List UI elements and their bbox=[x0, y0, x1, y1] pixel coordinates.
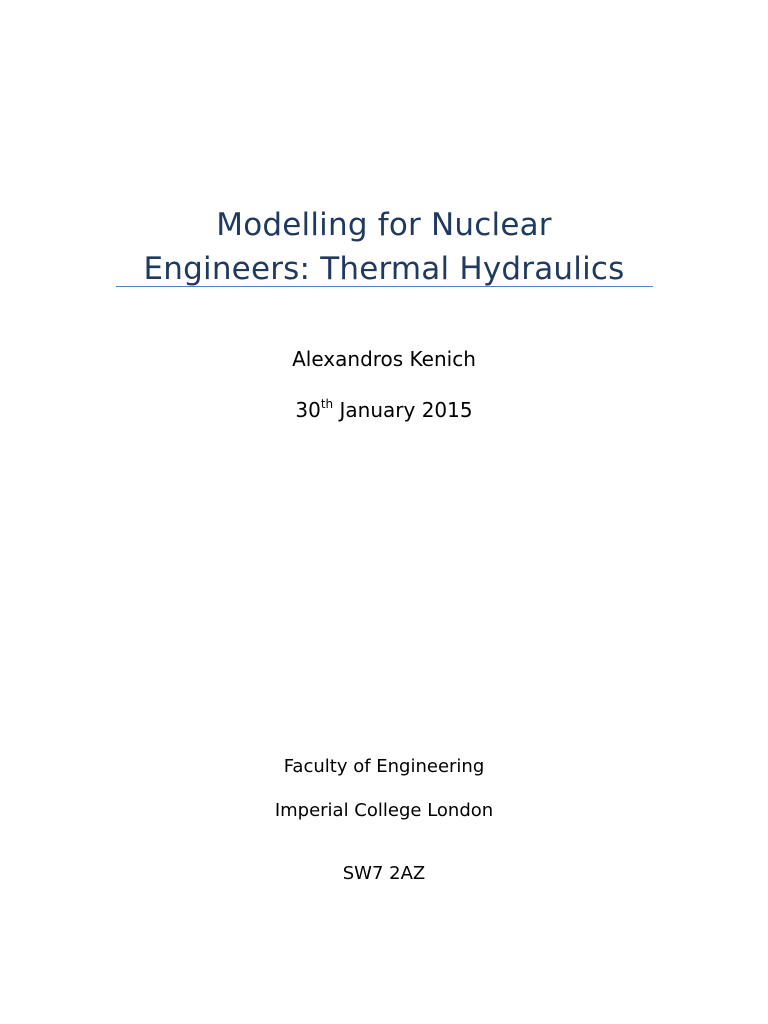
date-ordinal-suffix: th bbox=[320, 397, 334, 412]
faculty-name: Faculty of Engineering bbox=[283, 756, 485, 777]
title-line-1: Modelling for Nuclear bbox=[216, 207, 552, 243]
college-name: Imperial College London bbox=[274, 800, 494, 821]
date-month-year: January 2015 bbox=[333, 398, 473, 422]
title-underline bbox=[116, 286, 653, 287]
author-name: Alexandros Kenich bbox=[292, 347, 476, 371]
date-day: 30 bbox=[295, 398, 321, 422]
title-line-2: Engineers: Thermal Hydraulics bbox=[143, 251, 625, 287]
postcode: SW7 2AZ bbox=[342, 863, 426, 884]
document-title bbox=[0, 203, 768, 291]
submission-date bbox=[0, 396, 768, 424]
